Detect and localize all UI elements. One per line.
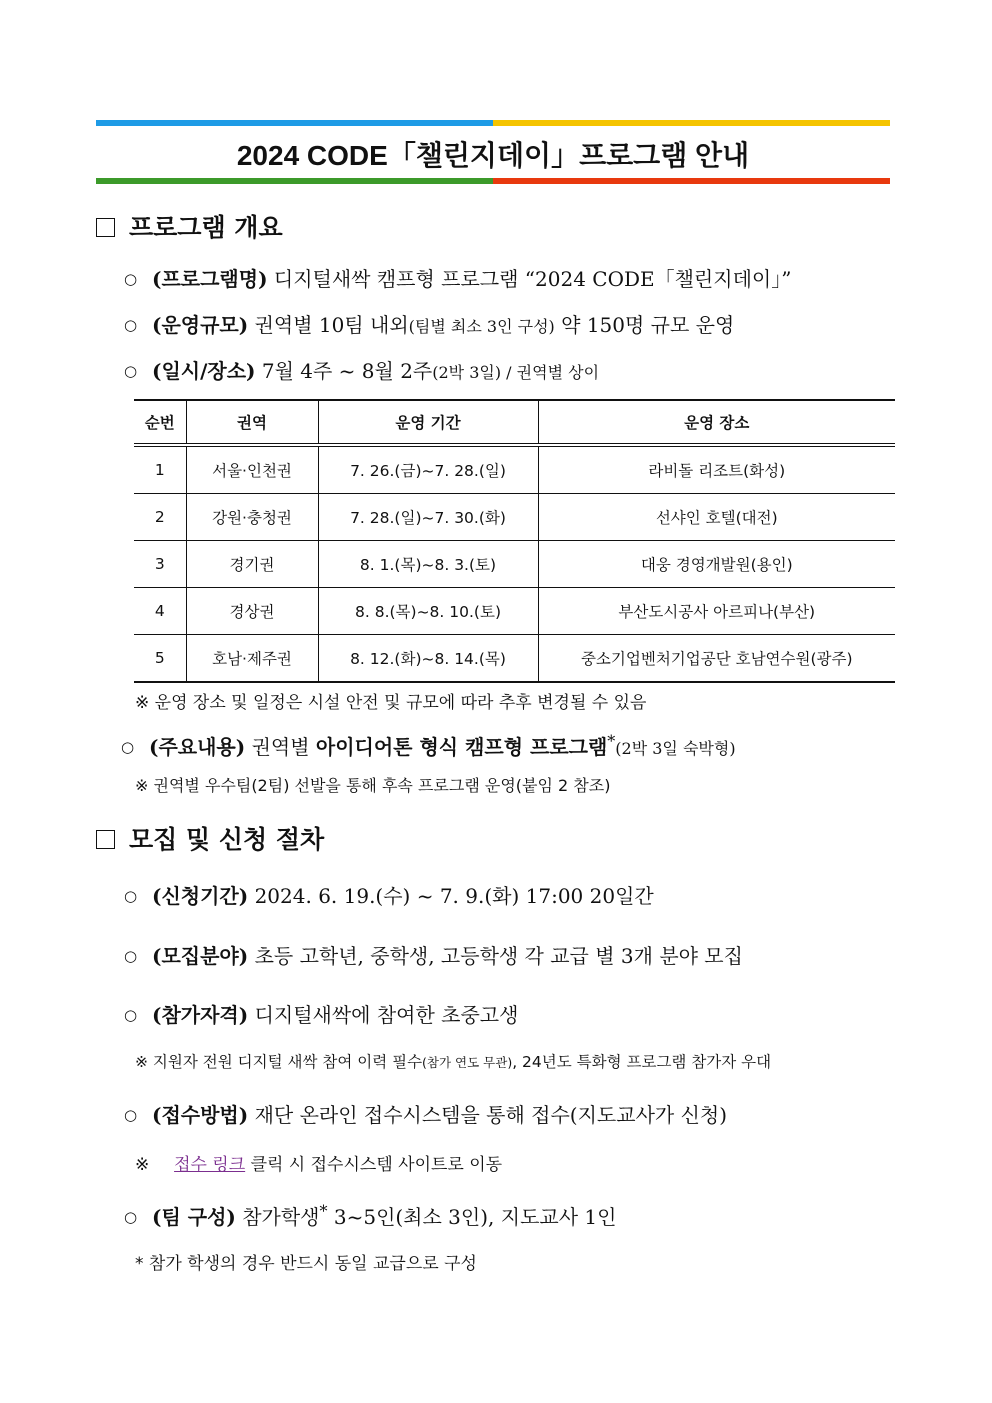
note-team: * 참가 학생의 경우 반드시 동일 교급으로 구성 <box>135 1254 477 1274</box>
item-tail: 3~5인(최소 3인), 지도교사 1인 <box>327 1205 617 1229</box>
cell-region: 경상권 <box>186 588 318 635</box>
circle-bullet-icon: ○ <box>124 947 138 965</box>
item-text: 디지털새싹 캠프형 프로그램 “2024 CODE「챌린지데이」” <box>267 267 792 291</box>
item-key: (일시/장소) <box>152 359 256 383</box>
circle-bullet-icon: ○ <box>124 316 138 334</box>
section-label: 모집 및 신청 절차 <box>129 825 325 854</box>
item-key: (팀 구성) <box>152 1205 236 1229</box>
item-key: (모집분야) <box>152 944 249 968</box>
table-row <box>134 445 895 494</box>
table-row <box>134 588 895 635</box>
item-key: (신청기간) <box>152 884 249 908</box>
cell-period: 7. 26.(금)~7. 28.(일) <box>318 445 538 494</box>
item-text: 초등 고학년, 중학생, 고등학생 각 교급 별 3개 분야 모집 <box>248 944 743 968</box>
note-link <box>135 1150 502 1175</box>
section-heading-recruitment <box>96 820 324 856</box>
cell-period: 8. 1.(목)~8. 3.(토) <box>318 541 538 588</box>
item-method <box>124 1099 727 1128</box>
checkbox-square-icon <box>96 830 115 849</box>
cell-region: 호남·제주권 <box>186 635 318 683</box>
checkbox-square-icon <box>96 218 115 237</box>
title-bar-top-blue <box>96 120 493 126</box>
item-small: (2박 3일) / 권역별 상이 <box>432 363 600 382</box>
circle-bullet-icon: ○ <box>124 362 138 380</box>
col-header-region: 권역 <box>186 400 318 445</box>
item-program-name <box>124 263 791 292</box>
page-title: 2024 CODE「챌린지데이」프로그램 안내 <box>236 140 750 171</box>
section-heading-overview <box>96 208 283 244</box>
item-small: (2박 3일 숙박형) <box>615 739 736 758</box>
cell-no: 3 <box>134 541 186 588</box>
note-eligibility <box>135 1050 771 1072</box>
table-row <box>134 635 895 683</box>
item-eligibility <box>124 999 518 1028</box>
circle-bullet-icon: ○ <box>124 270 138 288</box>
cell-region: 강원·충청권 <box>186 494 318 541</box>
item-team <box>124 1201 616 1230</box>
item-period <box>124 880 654 909</box>
title-banner <box>96 120 890 186</box>
col-header-no: 순번 <box>134 400 186 445</box>
item-key: (운영규모) <box>152 313 249 337</box>
table-row <box>134 541 895 588</box>
circle-bullet-icon: ○ <box>124 1106 138 1124</box>
cell-venue: 중소기업벤처기업공단 호남연수원(광주) <box>538 635 895 683</box>
cell-venue: 라비돌 리조트(화성) <box>538 445 895 494</box>
item-text: 2024. 6. 19.(수) ~ 7. 9.(화) 17:00 20일간 <box>248 884 654 908</box>
cell-no: 5 <box>134 635 186 683</box>
item-key: (접수방법) <box>152 1103 249 1127</box>
col-header-venue: 운영 장소 <box>538 400 895 445</box>
cell-venue: 선샤인 호텔(대전) <box>538 494 895 541</box>
cell-no: 4 <box>134 588 186 635</box>
cell-period: 8. 8.(목)~8. 10.(토) <box>318 588 538 635</box>
item-key: (참가자격) <box>152 1003 249 1027</box>
cell-period: 7. 28.(일)~7. 30.(화) <box>318 494 538 541</box>
circle-bullet-icon: ○ <box>124 1208 138 1226</box>
cell-no: 1 <box>134 445 186 494</box>
title-bar-bottom-green <box>96 178 493 184</box>
note-eligibility-tail: , 24년도 특화형 프로그램 참가자 우대 <box>512 1053 772 1071</box>
note-mark: ※ <box>135 1155 150 1175</box>
table-header-row <box>134 400 895 445</box>
cell-venue: 대웅 경영개발원(용인) <box>538 541 895 588</box>
cell-region: 경기권 <box>186 541 318 588</box>
item-text: 참가학생 <box>235 1205 320 1229</box>
circle-bullet-icon: ○ <box>124 887 138 905</box>
item-main-content <box>121 731 736 760</box>
item-field <box>124 940 743 969</box>
item-bold: 아이디어톤 형식 캠프형 프로그램 <box>315 735 608 759</box>
circle-bullet-icon: ○ <box>124 1006 138 1024</box>
item-small: (팀별 최소 3인 구성) <box>408 317 555 336</box>
cell-venue: 부산도시공사 아르피나(부산) <box>538 588 895 635</box>
cell-period: 8. 12.(화)~8. 14.(목) <box>318 635 538 683</box>
section-label: 프로그램 개요 <box>129 213 283 242</box>
asterisk-mark: * <box>607 731 616 751</box>
note-link-text: 클릭 시 접수시스템 사이트로 이동 <box>250 1155 503 1175</box>
item-text: 권역별 <box>245 735 316 759</box>
application-link[interactable]: 접수 링크 <box>174 1155 246 1175</box>
note-eligibility-small: (참가 연도 무관) <box>422 1055 513 1070</box>
item-text: 재단 온라인 접수시스템을 통해 접수(지도교사가 신청) <box>248 1103 728 1127</box>
item-schedule <box>124 355 599 384</box>
title-bar-top-yellow <box>493 120 890 126</box>
item-scale <box>124 309 734 338</box>
item-text: 디지털새싹에 참여한 초중고생 <box>248 1003 519 1027</box>
title-bar-bottom-red <box>493 178 890 184</box>
cell-region: 서울·인천권 <box>186 445 318 494</box>
schedule-table <box>134 399 895 683</box>
table-row <box>134 494 895 541</box>
item-text: 권역별 10팀 내외 <box>248 313 409 337</box>
note-eligibility-main: ※ 지원자 전원 디지털 새싹 참여 이력 필수 <box>135 1053 423 1071</box>
item-key: (프로그램명) <box>152 267 268 291</box>
cell-no: 2 <box>134 494 186 541</box>
item-tail: 약 150명 규모 운영 <box>554 313 735 337</box>
circle-bullet-icon: ○ <box>121 738 135 756</box>
note-venue-change: ※ 운영 장소 및 일정은 시설 안전 및 규모에 따라 추후 변경될 수 있음 <box>135 693 647 713</box>
note-main-content: ※ 권역별 우수팀(2팀) 선발을 통해 후속 프로그램 운영(붙임 2 참조) <box>135 776 611 795</box>
item-text: 7월 4주 ~ 8월 2주 <box>255 359 433 383</box>
col-header-period: 운영 기간 <box>318 400 538 445</box>
asterisk-mark: * <box>319 1201 328 1221</box>
item-key: (주요내용) <box>149 735 246 759</box>
